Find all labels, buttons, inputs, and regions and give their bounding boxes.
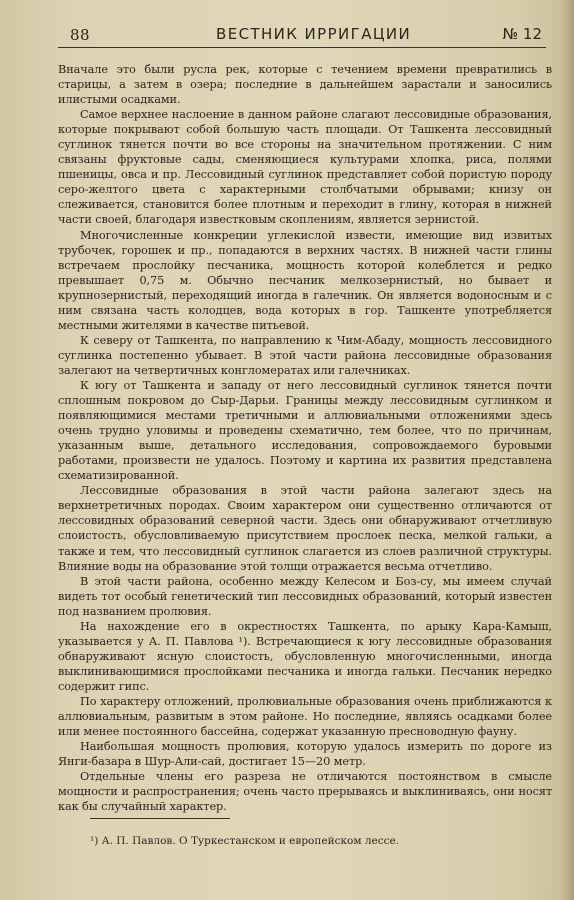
page-number: 88 [70, 26, 91, 44]
page-spine-shadow [560, 0, 574, 900]
header-rule [58, 47, 546, 48]
paragraph: Самое верхнее наслоение в данном районе слагают лессовидные образования, которые покрывают собой большую часть площади. От Ташкента лессовидный суглинок тянется почти во все стороны на значительном протяжении. С ним связаны фруктовые сады, сменяющиеся культурами хлопка, риса, полями пшеницы, овса и пр. Лессовидный суглинок представляет собой пористую породу серо-желтого цвета с характерными столбчатыми обрывами; книзу он слеживается, становится более плотным и переходит в глину, которая в нижней части своей, благодаря известковым скоплениям, является зернистой. [58, 108, 552, 227]
paragraph: В этой части района, особенно между Келесом и Боз-су, мы имеем случай видеть тот особый генетический тип лессовидных образований, который известен под назвaнием пролювия. [58, 574, 552, 618]
paragraph: По характеру отложений, пролювиальные образования очень приближаются к аллювиальным, развитым в этом районе. Но последние, являясь осадками более или менее постоянного бассейна, содержат указанную пресноводную фауну. [58, 694, 552, 739]
paragraph: Наибольшая мощность пролювия, которую удалось измерить по дороге из Янги-базара в Шур-Али-сай, достигает 15—20 метр. [58, 740, 552, 769]
footnote-rule [90, 818, 230, 819]
running-header [58, 22, 546, 48]
article-body [58, 62, 552, 814]
paragraph: К югу от Ташкента и западу от него лессовидный суглинок тянется почти сплошным покровом до Сыр-Дарьи. Границы между лессовидным суглинком и появляющимися местами третичными и аллювиальными отложениями здесь очень трудно уловимы и проведены схематично, тем более, что по причинам, указанным выше, детального исследования, сопровождаемого буровыми работами, произвести не удалось. Поэтому и картина их развития представлена схематизированной. [58, 378, 552, 483]
journal-title: ВЕСТНИК ИРРИГАЦИИ [216, 25, 412, 43]
paragraph: На нахождение его в окрестностях Ташкента, по арыку Кара-Камыш, указывается у А. П. Павлова ¹). Встречающиеся к югу лессовидные образования обнаруживают ясную слоистость, обусловленную многочисленными, иногда выклинивающимися прослойками песчаника и иногда гальки. Песчаник нередко содержит гипс. [58, 619, 552, 693]
paragraph: К северу от Ташкента, по направлению к Чим-Абаду, мощность лессовидного суглинка постепенно убывает. В этой части района лессовидные образования залегают на четвертичных конгломератах или галечниках. [58, 333, 552, 377]
issue-number: № 12 [502, 25, 542, 43]
paragraph: Многочисленные конкреции углекислой извести, имеющие вид извитых трубочек, горошек и пр., попадаются в верхних частях. В нижней части глины встречаем прослойку песчаника, мощность которой колеблется и редко превышает 0,75 м. Обычно песчаник мелкозернистый, но бывает и крупнозернистый, переходящий иногда в галечник. Он является водоносным и с ним связана часть колодцев, вода которых в гор. Ташкенте употребляется местными жителями в качестве питьевой. [58, 228, 552, 332]
paragraph: Вначале это были русла рек, которые с течением времени превратились в старицы, а затем в озера; последние в дальнейшем зарастали и заносились илистыми осадками. [58, 63, 552, 107]
paragraph: Отдельные члены его разреза не отличаются постоянством в смысле мощности и распространения; очень часто прерываясь и выклиниваясь, они носят как бы случайный характер. [58, 770, 552, 814]
paragraph: Лессовидные образования в этой части района залегают здесь на верхнетретичных породах. Своим характером они существенно отличаются от лессовидных образований северной части. Здесь они обнаруживают отчетливую слоистость, обусловливаемую присутствием прослоек песка, мелкой гальки, а также и тем, что лессовидный суглинок слагается из слоев различной структуры. Влияние воды на образование этой толщи отражается весьма отчетливо. [58, 484, 552, 573]
footnote: ¹) А. П. Павлов. О Туркестанском и европейском лессе. [90, 835, 400, 847]
